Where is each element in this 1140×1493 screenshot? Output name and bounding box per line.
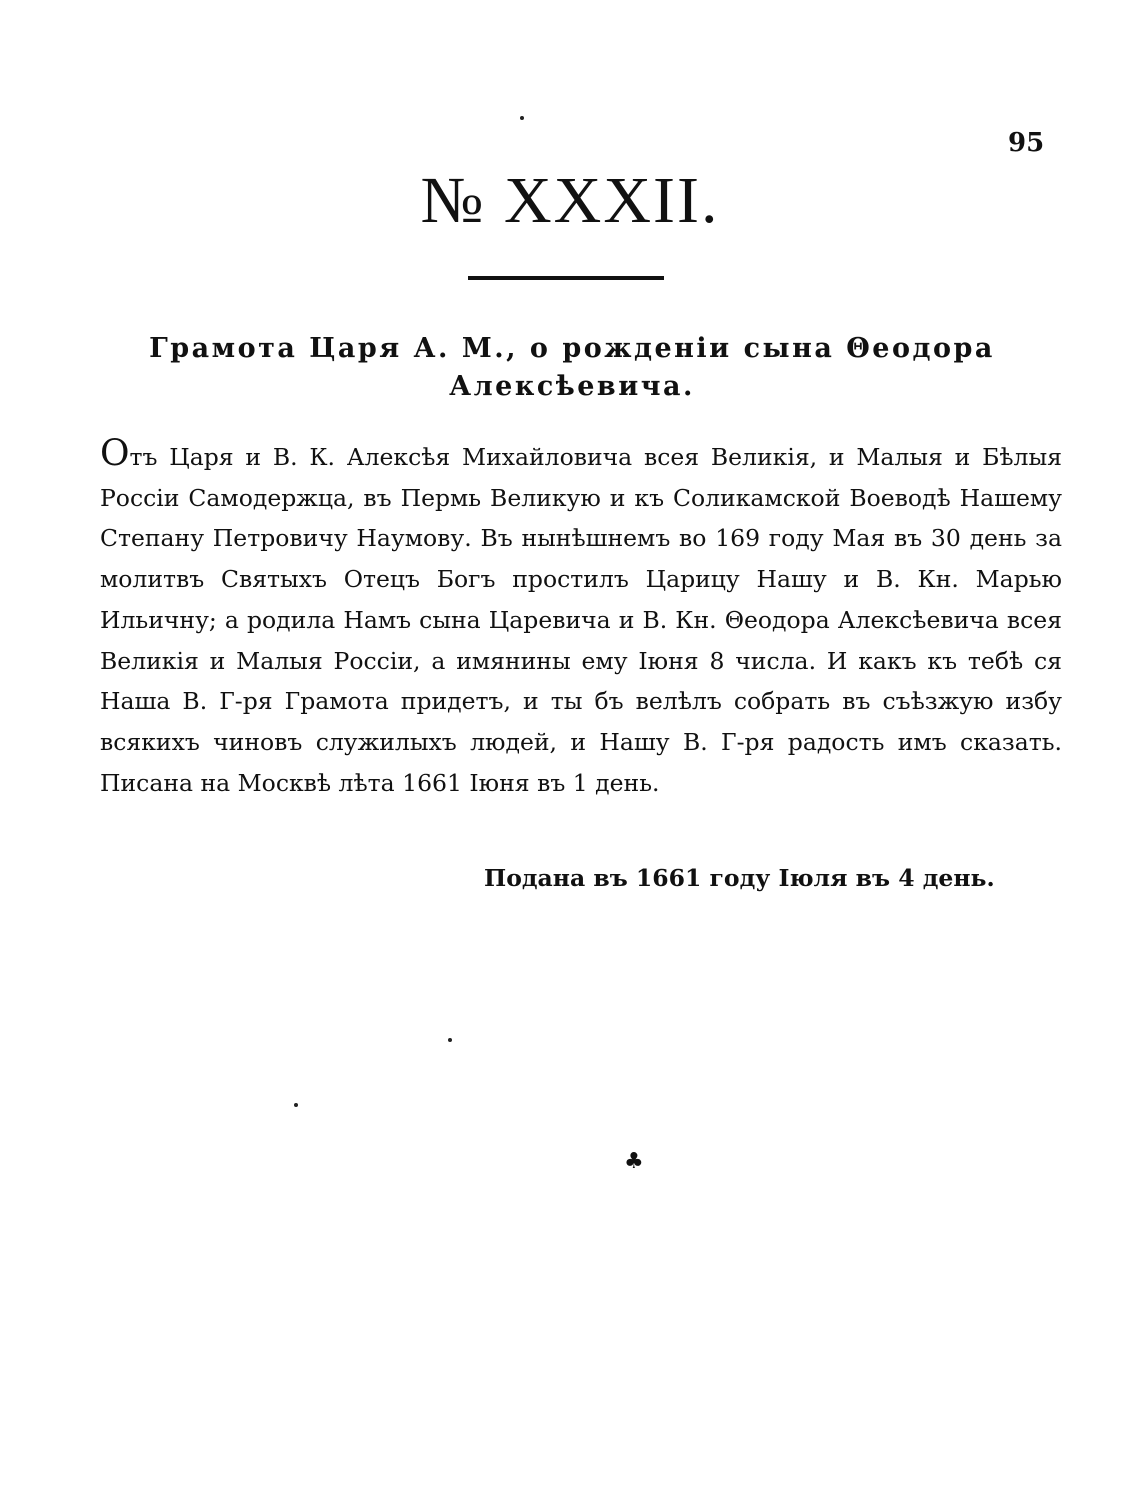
document-number-heading: № XXXII. [420, 164, 720, 237]
print-speck [448, 1038, 452, 1042]
drop-cap: О [100, 433, 130, 474]
submitted-line: Подана въ 1661 году Іюля въ 4 день. [484, 864, 995, 892]
document-body [100, 433, 1062, 803]
document-title: Грамота Царя А. М., о рожденіи сына Θеодора Алексѣевича. [149, 333, 995, 402]
body-text: тъ Царя и В. К. Алексѣя Михайловича всея Великія, и Малыя и Бѣлыя Россіи Самодержца, въ Пермь Великую и къ Соликамской Воеводѣ Нашему Степану Петровичу Наумову. Въ нынѣшнемъ во 169 году Мая въ 30 день за молитвъ Святыхъ Отецъ Богъ простилъ Царицу Нашу и В. Кн. Марью Ильичну; а родила Намъ сына Царевича и В. Кн. Θеодора Алексѣевича всея Великія и Малыя Россіи, а имянины ему Іюня 8 числа. И какъ къ тебѣ ся Наша В. Г-ря Грамота придетъ, и ты бъ велѣлъ собрать въ съѣзжую избу всякихъ чиновъ служилыхъ людей, и Нашу В. Г-ря радость имъ сказать. Писана на Москвѣ лѣта 1661 Іюня въ 1 день. [100, 443, 1062, 797]
ornament-mark: ♣ [624, 1148, 644, 1174]
heading-rule [468, 276, 664, 280]
print-speck [294, 1103, 298, 1107]
print-speck [520, 116, 524, 120]
page-number: 95 [1008, 128, 1045, 158]
